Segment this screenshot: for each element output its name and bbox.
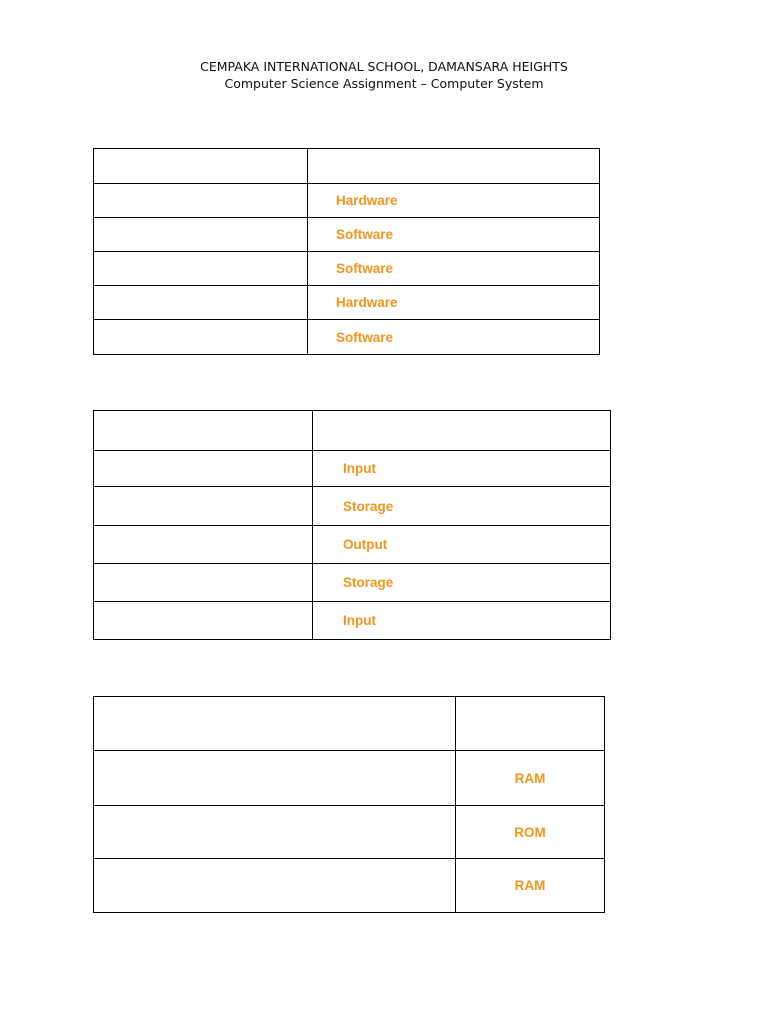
answer-cell: Input	[313, 602, 611, 640]
table-row	[94, 252, 600, 286]
answer-cell: Hardware	[308, 184, 600, 218]
question-cell	[94, 859, 456, 913]
header-cell-answer	[313, 411, 611, 451]
table-row	[94, 751, 605, 806]
question-cell	[94, 286, 308, 320]
header-cell-question	[94, 411, 313, 451]
answer-cell: Software	[308, 218, 600, 252]
table-header-row	[94, 149, 600, 184]
question-cell	[94, 184, 308, 218]
table-header-row	[94, 697, 605, 751]
memory-type-table	[93, 696, 605, 913]
answer-cell: Storage	[313, 487, 611, 526]
answer-cell: Software	[308, 320, 600, 355]
device-type-table	[93, 410, 611, 640]
table-row	[94, 218, 600, 252]
answer-cell: RAM	[456, 859, 605, 913]
document-header	[0, 58, 768, 92]
table-row	[94, 526, 611, 564]
table-row	[94, 184, 600, 218]
table-row	[94, 859, 605, 913]
table-row	[94, 451, 611, 487]
question-cell	[94, 564, 313, 602]
hardware-software-table	[93, 148, 600, 355]
answer-cell: Software	[308, 252, 600, 286]
table-row	[94, 806, 605, 859]
question-cell	[94, 320, 308, 355]
question-cell	[94, 451, 313, 487]
school-name: CEMPAKA INTERNATIONAL SCHOOL, DAMANSARA HEIGHTS	[200, 59, 568, 74]
question-cell	[94, 806, 456, 859]
table-header-row	[94, 411, 611, 451]
question-cell	[94, 487, 313, 526]
question-cell	[94, 526, 313, 564]
answer-cell: Storage	[313, 564, 611, 602]
table-row	[94, 564, 611, 602]
table-row	[94, 602, 611, 640]
table-row	[94, 286, 600, 320]
answer-cell: Input	[313, 451, 611, 487]
header-cell-question	[94, 149, 308, 184]
answer-cell: Hardware	[308, 286, 600, 320]
question-cell	[94, 252, 308, 286]
table-row	[94, 320, 600, 355]
question-cell	[94, 751, 456, 806]
assignment-title: Computer Science Assignment – Computer System	[224, 76, 544, 91]
table-row	[94, 487, 611, 526]
header-cell-answer	[456, 697, 605, 751]
answer-cell: ROM	[456, 806, 605, 859]
question-cell	[94, 602, 313, 640]
header-cell-question	[94, 697, 456, 751]
answer-cell: RAM	[456, 751, 605, 806]
answer-cell: Output	[313, 526, 611, 564]
header-cell-answer	[308, 149, 600, 184]
question-cell	[94, 218, 308, 252]
